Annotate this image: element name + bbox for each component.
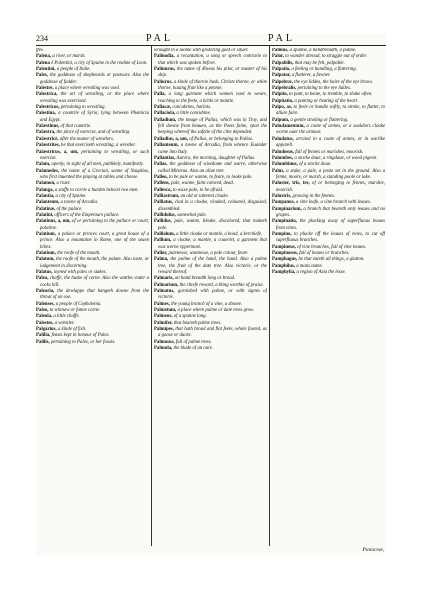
entry-definition: a little chaffe. xyxy=(53,314,80,320)
entry-headword: Palus, xyxy=(272,168,287,174)
column-divider xyxy=(269,46,270,546)
entry-definition: a kinde of thornie bush, Christs thorne, or white thorne, hauing fruit like a pennie. xyxy=(158,79,267,92)
entry-definition: to waxe pale, to be afraid. xyxy=(172,187,224,193)
entry-definition: the roofe of the mouth. xyxy=(57,251,101,256)
entry-headword: Pampanus, xyxy=(272,200,296,206)
entry-headword: Palmus, xyxy=(272,48,290,53)
entry-definition: to plucke off the leaues of vines, to cut off superfluous branches. xyxy=(276,231,385,244)
entry-headword: Palpebralis, xyxy=(272,86,298,92)
entry-definition: the name of Æneas his pilot, or master of his ship. xyxy=(158,67,267,79)
entry-definition: the roofe of the mouth, the palate. Also taste, or iudgement in discerning. xyxy=(40,257,149,269)
entry-definition: a feeling or handling, a flattering. xyxy=(291,67,357,73)
dictionary-entry xyxy=(36,340,149,346)
entry-definition: a city of Spaine. xyxy=(55,193,87,199)
entry-definition: arraied in a coate of armes, or in warlike apparell. xyxy=(276,136,385,149)
entry-definition: the eye liddes, the haire of the eye brows. xyxy=(294,79,374,85)
entry-headword: Palgarius, xyxy=(36,327,58,333)
entry-headword: Paludatus, xyxy=(272,136,297,142)
entry-headword: Palpator, xyxy=(272,73,292,79)
entry-headword: Palantia, xyxy=(36,193,56,199)
dictionary-entry xyxy=(154,143,267,156)
entry-definition: the palme of the hand, the hand. Also a palme tree, the fruit of the date tree. Also victorie, or the reward thereof. xyxy=(158,257,267,276)
entry-definition: wrought in a loome with glistering gold or siluer. xyxy=(154,48,249,53)
entry-definition: a branch that beareth only leaues and no grapes. xyxy=(276,206,385,218)
entry-headword: Palmetum, xyxy=(154,308,178,314)
entry-headword: Palamedes, xyxy=(36,168,62,174)
entry-definition: after the maner of wrestlers. xyxy=(59,136,115,142)
entry-headword: Pales, xyxy=(36,73,50,79)
dictionary-page xyxy=(36,34,386,555)
entry-headword: Palæstinus, xyxy=(36,124,61,130)
dictionary-entry xyxy=(154,67,267,80)
entry-definition: ffes. xyxy=(36,48,44,53)
entry-headword: Palpito, xyxy=(272,92,290,98)
entry-headword: Palleo, xyxy=(154,174,169,180)
entry-headword: Palustris, xyxy=(272,193,293,199)
entry-headword: Pallidus, xyxy=(154,219,175,225)
entry-definition: the young branch of a vine, a shoote. xyxy=(171,301,243,307)
entry-headword: Pampinarium, xyxy=(272,206,304,212)
dictionary-entry xyxy=(36,150,149,163)
entry-definition: an old or tattered cloake. xyxy=(180,193,229,199)
entry-definition: a countrie of Syria, lying between Phœnicia and Egypt. xyxy=(40,111,149,123)
entry-headword: Pampinosus, xyxy=(272,251,300,256)
entry-headword: Pallacæ, xyxy=(154,105,173,111)
entry-definition: chaffe, the huske of corne. Also the wattles vnder a cocks bill. xyxy=(40,276,149,288)
entry-headword: Palmeus, xyxy=(154,314,174,320)
page-number: 234 xyxy=(36,34,48,43)
entry-definition: ioyned with pales or stakes. xyxy=(53,270,107,276)
entry-headword: Palatini, xyxy=(36,212,55,218)
entry-definition: he that eateth all things, a glutton. xyxy=(298,257,365,263)
entry-definition: pale, wanne, faint colored, dead. xyxy=(171,181,235,187)
dictionary-entry xyxy=(36,232,149,251)
entry-definition: a long garment which women vsed to weare, reaching to the feete, a kirtle or mantle. xyxy=(158,92,267,104)
dictionary-entry xyxy=(36,92,149,105)
entry-definition: a place where palme or date trees grow. xyxy=(177,308,255,314)
dictionary-entry xyxy=(154,118,267,137)
entry-headword: Palliolum, xyxy=(154,231,177,237)
entry-headword: Paluster, tris, tre, xyxy=(272,181,313,187)
entry-headword: Pampino, xyxy=(272,231,295,237)
running-head-right: PAL xyxy=(268,33,295,44)
catchword: Panaceæ, xyxy=(362,547,384,553)
entry-definition: a place where wrestling was vsed. xyxy=(54,86,121,92)
entry-definition: a gentle stroking or flattering. xyxy=(290,117,349,123)
dictionary-entry xyxy=(154,200,267,213)
entry-headword: Palearia, xyxy=(36,289,58,295)
entry-headword: Palladius, a, um, xyxy=(154,136,190,142)
entry-headword: Palestrica, xyxy=(36,92,61,98)
entry-headword: Palatus, xyxy=(36,270,54,276)
dictionary-entry xyxy=(36,169,149,182)
dictionary-entry xyxy=(154,289,267,302)
entry-definition: a cloake, a mantle, a couerlet, a garment that was worne vppermost. xyxy=(158,238,267,250)
column-1 xyxy=(36,48,149,548)
entry-headword: Palæstricus, a, um, xyxy=(36,149,82,155)
entry-definition: officers of the Emperours pallace. xyxy=(54,212,120,218)
entry-headword: Palpabilis, xyxy=(272,60,295,66)
entry-headword: Palinurus, xyxy=(154,67,177,73)
entry-headword: Palmosus, xyxy=(154,339,176,345)
entry-definition: to be pale or wanne, to feare, to looke pale. xyxy=(168,174,253,180)
dictionary-entry xyxy=(36,289,149,302)
entry-headword: Pamphilus, xyxy=(272,263,297,269)
entry-headword: Paludamentum, xyxy=(272,124,307,130)
entry-definition: full of palme trees. xyxy=(175,339,212,345)
entry-definition: to wander abroad, to straggle out of order. xyxy=(285,54,368,60)
entry-definition: concubines, harlots. xyxy=(172,105,212,111)
entry-definition: feasts kept in honour of Pales. xyxy=(51,333,110,339)
dictionary-entry xyxy=(272,169,385,182)
entry-definition: a panting or beating of the heart. xyxy=(294,98,359,104)
entry-definition: a stake, a pale, a poste set in the ground. Also a fenne, moore, or marsh, a standing poole or lake. xyxy=(276,168,385,180)
entry-headword: Palumbinus, xyxy=(272,162,299,168)
entry-definition: a spanne, a handbreadth, a palme. xyxy=(289,48,357,53)
entry-headword: Palena, xyxy=(36,54,53,60)
entry-definition: a stocke doue, a ringdoue, or wood pigeon. xyxy=(294,155,378,161)
dictionary-entry xyxy=(272,105,385,118)
entry-definition: somewhat pale. xyxy=(176,212,207,218)
entry-headword: Pamphylia, xyxy=(272,270,297,276)
entry-definition: a staffe to carrie a burden betwixt two men. xyxy=(54,187,139,193)
entry-headword: Palæstrites, xyxy=(36,143,62,149)
header-rule xyxy=(36,45,386,46)
entry-headword: Palatium, xyxy=(36,251,58,256)
entry-definition: the dewlappe that hangeth downe from the throat of an oxe. xyxy=(40,289,149,301)
entry-headword: Palanteum, xyxy=(36,200,61,206)
entry-headword: Pallor, xyxy=(154,251,169,256)
entry-headword: Palpitatio, xyxy=(272,98,295,104)
entry-definition: of a stocke doue. xyxy=(298,162,332,168)
entry-headword: Palæstra, xyxy=(36,130,57,136)
entry-headword: Palla, xyxy=(154,92,169,98)
entry-headword: Paleola, xyxy=(36,314,54,320)
entry-definition: the goddesse of shepheards or pastours. Also the goddesse of fodder. xyxy=(40,73,149,85)
dictionary-entry xyxy=(272,181,385,194)
entry-definition: a people of Cephalenia. xyxy=(55,301,102,307)
entry-headword: Paludosus, xyxy=(272,149,296,155)
dictionary-entry xyxy=(36,73,149,86)
entry-definition: ê Palentini, a city of Spaine in the realme of Leon. xyxy=(51,60,148,66)
dictionary-entry xyxy=(272,207,385,220)
entry-definition: a vine leafe, a vine branch with leaues. xyxy=(296,200,371,206)
entry-definition: pale, wanne, bleake, discolored, that maketh pale. xyxy=(158,219,267,231)
entry-headword: Palpum, xyxy=(272,117,291,123)
column-2 xyxy=(154,48,267,548)
dictionary-entry xyxy=(272,270,385,276)
entry-headword: Palpebræ, xyxy=(272,79,295,85)
entry-definition: clad in a cloake, cloaked, coloured, disguised, dissembled. xyxy=(158,200,267,212)
entry-headword: Palestes, xyxy=(36,320,55,326)
entry-headword: Pamphagus, xyxy=(272,257,299,263)
dictionary-entry xyxy=(272,219,385,232)
entry-definition: pertaining to wrestling. xyxy=(60,105,106,111)
entry-definition: of or belonging to fennes, marshie, moorish. xyxy=(276,181,385,193)
entry-headword: Palatum, xyxy=(36,257,56,263)
entry-headword: Palamon, xyxy=(36,181,57,187)
entry-definition: a wrestler. xyxy=(54,320,75,326)
entry-headword: Palliastrum, xyxy=(154,193,181,199)
entry-headword: Palestina, xyxy=(36,111,59,117)
entry-definition: Aurora, the morning, daughter of Pallas. xyxy=(176,155,256,161)
entry-headword: Palatinæ, xyxy=(36,206,57,212)
entry-definition: a region of Asia the lesse. xyxy=(296,270,346,276)
dictionary-entry xyxy=(154,346,267,352)
entry-headword: Pallanteum, xyxy=(154,143,181,149)
entry-definition: of that countrie. xyxy=(60,124,92,130)
entry-headword: Palatinus, a, um, xyxy=(36,219,73,225)
entry-headword: Palestre, xyxy=(36,86,55,92)
column-3 xyxy=(272,48,385,548)
entry-definition: of the palace. xyxy=(56,206,83,212)
entry-definition: to feele or handle softly, to stroke, to flatter, to allure faire. xyxy=(276,105,385,117)
entry-definition: a towne of Arcadia. xyxy=(60,200,99,206)
entry-definition: that may be felt, palpable. xyxy=(294,60,345,66)
entry-headword: Palatium, xyxy=(36,231,58,237)
entry-headword: Palena xyxy=(36,60,52,66)
entry-definition: the place of exercise, and of wrestling. xyxy=(56,130,131,136)
entry-definition: a coate of armes, or a souldiers cloake worne ouer the armour. xyxy=(276,124,385,136)
entry-headword: Palmatus, xyxy=(154,289,178,295)
dictionary-entry xyxy=(154,238,267,251)
entry-headword: Palumbes, xyxy=(272,155,295,161)
entry-definition: the goddesse of wisedome and warre, otherwise called Minerua. Also an oliue tree. xyxy=(158,162,267,174)
dictionary-entry xyxy=(272,137,385,150)
entry-definition: pertaining to Pales, or her feasts. xyxy=(50,339,116,345)
dictionary-entry xyxy=(154,219,267,232)
entry-headword: Paleo, xyxy=(36,308,50,314)
entry-definition: an hand breadth long or broad. xyxy=(174,276,236,282)
entry-headword: Palpatio, xyxy=(272,67,292,73)
dictionary-entry xyxy=(154,257,267,276)
dictionary-entry xyxy=(36,276,149,289)
entry-headword: Palilia, xyxy=(36,333,52,339)
dictionary-entry xyxy=(36,257,149,270)
entry-definition: the art of wrestling, or the place where wrestling was exercised. xyxy=(40,92,149,104)
entry-definition: a river, or marsh. xyxy=(52,54,86,60)
entry-headword: Palea, xyxy=(36,276,50,282)
entry-headword: Palenses, xyxy=(36,301,56,307)
entry-headword: Palanga, xyxy=(36,187,55,193)
entry-headword: Palæstricè, xyxy=(36,136,60,142)
entry-definition: garnished with palme, or with signes of victorie. xyxy=(158,289,267,301)
entry-headword: Palmifer, xyxy=(154,320,174,326)
entry-definition: he that exerciseth wrestling, a wrestler. xyxy=(61,143,136,149)
entry-definition: a flatterer, a fawner. xyxy=(291,73,331,79)
entry-definition: the chiefe reward, a thing worthie of praise. xyxy=(179,282,264,288)
entry-definition: openly, in sight of all men, publikely, manifestly. xyxy=(51,162,144,168)
entry-headword: Pallas, xyxy=(154,162,170,168)
entry-definition: a towne of Arcadia, from whence Euander came into Italy. xyxy=(158,143,267,155)
entry-headword: Palmes, xyxy=(154,301,172,307)
entry-headword: Pallantias, xyxy=(154,155,177,161)
dictionary-entry xyxy=(36,111,149,124)
running-head-left: PAL xyxy=(146,33,173,44)
entry-headword: Paliurus, xyxy=(154,79,174,85)
entry-definition: pertaining to wrestling, or such exercise. xyxy=(40,149,149,161)
entry-definition: of Pallas, or belonging to Pallas. xyxy=(189,136,254,142)
entry-headword: Pampineus, xyxy=(272,244,298,250)
entry-headword: Pallesco, xyxy=(154,187,173,193)
entry-headword: Palam, xyxy=(36,162,52,168)
entry-headword: Palilis, xyxy=(36,339,51,345)
entry-definition: of or pertaining to the pallace or court, palatine. xyxy=(40,219,149,231)
entry-headword: Palladium, xyxy=(154,117,179,123)
entry-definition: the plucking away of superfluous leaues from vines. xyxy=(276,219,385,231)
entry-headword: Pallium, xyxy=(154,238,174,244)
entry-definition: the image of Pallas, which was in Troy, and fell downe from heauen, as the Poets faine, vpon the keeping whereof the safetie of the citie depended. xyxy=(158,117,267,136)
entry-headword: Palmaris, xyxy=(154,276,175,282)
entry-headword: Pampinatio, xyxy=(272,219,300,225)
entry-headword: Pallaciola, xyxy=(154,111,177,117)
entry-definition: that beareth palme trees. xyxy=(173,320,222,326)
entry-definition: to pant, to beate, to tremble, to shake often. xyxy=(289,92,373,98)
entry-headword: Palma, xyxy=(154,257,171,263)
entry-definition: of a spanne long. xyxy=(173,314,207,320)
entry-definition: a palace or princes court, a great house of a prince. Also a mountaine in Rome, one of the seuen hilles. xyxy=(40,231,149,250)
dictionary-entry xyxy=(154,80,267,93)
dictionary-entry xyxy=(272,124,385,137)
entry-definition: a mans name. xyxy=(296,263,323,269)
dictionary-entry xyxy=(154,54,267,67)
entry-headword: Palpo, as, xyxy=(272,105,294,111)
entry-definition: a people of Italie. xyxy=(56,67,91,73)
entry-definition: the name of a Grecian, sonne of Nauplius, who first inuented the playing at tables and chesse. xyxy=(40,168,149,180)
dictionary-entry xyxy=(272,232,385,245)
dictionary-entry xyxy=(154,162,267,175)
entry-definition: a riuer. xyxy=(56,181,71,187)
entry-headword: Palmula, xyxy=(154,346,174,352)
dictionary-entry xyxy=(154,92,267,105)
entry-headword: Palestricus, xyxy=(36,105,61,111)
entry-definition: a kinde of fish. xyxy=(57,327,87,333)
entry-definition: palenesse, wannesse, a pale colour, feare. xyxy=(168,251,249,256)
entry-headword: Pallens, xyxy=(154,181,172,187)
entry-definition: growing in the fennes. xyxy=(292,193,335,199)
entry-headword: Palor, xyxy=(272,54,286,60)
entry-definition: pertaining to the eye liddes. xyxy=(297,86,352,92)
entry-headword: Palentini, xyxy=(36,67,57,73)
entry-headword: Palmipes, xyxy=(154,327,176,333)
entry-headword: Pallidulus, xyxy=(154,212,177,218)
entry-definition: a little cloake or mantle, a hood, a kerchiefe. xyxy=(176,231,263,237)
column-divider xyxy=(151,46,152,546)
entry-headword: Palmarium, xyxy=(154,282,180,288)
entry-definition: full of leaues or branches. xyxy=(299,251,350,256)
entry-definition: that hath broad and flat feete, whole footed, as a goose or ducke. xyxy=(158,327,267,339)
entry-definition: of vine branches, full of vine leaues. xyxy=(297,244,367,250)
entry-headword: Palinodia, xyxy=(154,54,177,60)
entry-definition: a little concubine. xyxy=(176,111,211,117)
entry-definition: to winnow or fanne corne. xyxy=(49,308,101,314)
dictionary-entry xyxy=(154,327,267,340)
entry-definition: full of fennes or marishes, moorish. xyxy=(295,149,364,155)
entry-headword: Palliatus, xyxy=(154,200,175,206)
entry-definition: a recantation, a song or speech contrarie to that which was spoken before. xyxy=(158,54,267,66)
dictionary-entry xyxy=(36,219,149,232)
entry-definition: the blade of an oare. xyxy=(173,346,214,352)
